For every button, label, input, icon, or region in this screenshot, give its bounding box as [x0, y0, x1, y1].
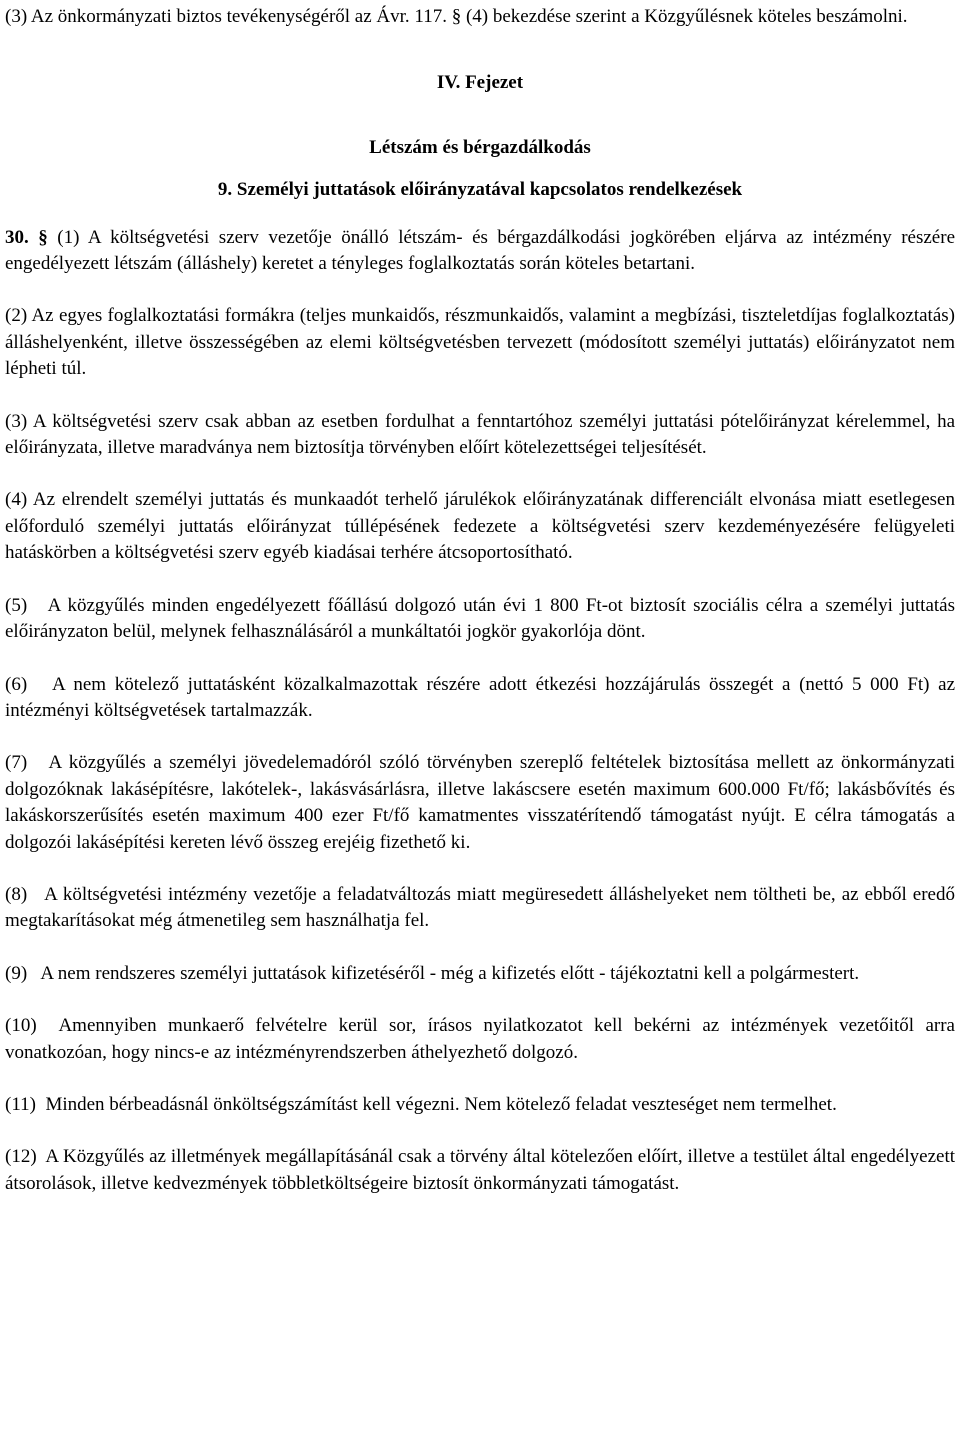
article-paragraph-12: (12) A Közgyűlés az illetmények megállapításánál csak a törvény által kötelezően előírt, illetve a testület által engedélyezett átsorolások, illetve kedvezmények többletköltségeire biztosít önkormányzati támogatást.: [5, 1146, 960, 1194]
article-paragraph-2: (2) Az egyes foglalkoztatási formákra (teljes munkaidős, részmunkaidős, valamint a megbízási, tiszteletdíjas foglalkoztatás) álláshelyenként, illetve összességében az elemi költségvetésben tervezett (módosított személyi juttatás) előirányzatot nem lépheti túl.: [5, 305, 955, 380]
article-paragraph-1: [5, 225, 955, 278]
article-paragraph-8: (8) A költségvetési intézmény vezetője a feladatváltozás miatt megüresedett álláshelyeket nem töltheti be, az ebből eredő megtakarításokat még átmenetileg sem használhatja fel.: [5, 883, 960, 932]
article-number: 30. §: [5, 226, 48, 248]
article-paragraph-5: (5) A közgyűlés minden engedélyezett főállású dolgozó után évi 1 800 Ft-ot biztosít szociális célra a személyi juttatás előirányzaton belül, melynek felhasználásáról a munkáltatói jogkör gyakorlója dönt.: [5, 594, 960, 643]
article-paragraph-3: (3) A költségvetési szerv csak abban az esetben fordulhat a fenntartóhoz személyi juttatási pótelőirányzat kérelemmel, ha előirányzata, illetve maradványa nem biztosítja törvényben előírt kötelezettségei teljesítését.: [5, 410, 955, 459]
article-paragraph-11: (11) Minden bérbeadásnál önköltségszámítást kell végezni. Nem kötelező feladat veszteséget nem termelhet.: [5, 1093, 837, 1115]
article-paragraph-10: (10) Amennyiben munkaerő felvételre kerül sor, írásos nyilatkozatot kell bekérni az intézmények vezetőitől arra vonatkozóan, hogy nincs-e az intézményrendszerben áthelyezhető dolgozó.: [5, 1015, 960, 1063]
paragraph-text: (1) A költségvetési szerv vezetője önálló létszám- és bérgazdálkodási jogkörében eljárva az intézmény részére engedélyezett létszám (álláshely) keretet a tényleges foglalkoztatás során köteles betartani.: [5, 226, 956, 275]
article-paragraph-4: (4) Az elrendelt személyi juttatás és munkaadót terhelő járulékok előirányzatának differenciált elvonása miatt esetlegesen előforduló személyi juttatás előirányzat túllépésének fedezete a költségvetési szerv kezdeményezésére felügyeleti hatáskörben a költségvetési szerv egyéb kiadásai terhére átcsoportosítható.: [5, 489, 955, 564]
article-paragraph-7: (7) A közgyűlés a személyi jövedelemadóról szóló törvényben szereplő feltételek biztosítása mellett az önkormányzati dolgozóknak lakásépítésre, lakótelek-, lakásvásárlásra, illetve lakáscsere esetén maximum 600.000 Ft/fő; lakásbővítés és lakáskorszerűsítés esetén maximum 400 ezer Ft/fő kamatmentes visszatérítendő támogatást nyújt. E célra támogatás a dolgozói lakásépítési kereten lévő összeg erejéig fizethető ki.: [5, 752, 960, 853]
intro-paragraph: (3) Az önkormányzati biztos tevékenységéről az Ávr. 117. § (4) bekezdése szerint a Közgyűlésnek köteles beszámolni.: [5, 6, 908, 27]
article-paragraph-6: (6) A nem kötelező juttatásként közalkalmazottak részére adott étkezési hozzájárulás összegét a (nettó 5 000 Ft) az intézményi költségvetések tartalmazzák.: [5, 673, 960, 721]
section-title: 9. Személyi juttatások előirányzatával kapcsolatos rendelkezések: [217, 179, 743, 201]
article-paragraph-9: (9) A nem rendszeres személyi juttatások kifizetéséről - még a kifizetés előtt - tájékoztatni kell a polgármestert.: [5, 962, 860, 984]
document-page: [5, 0, 960, 1197]
chapter-heading: IV. Fejezet: [436, 72, 524, 94]
chapter-title: Létszám és bérgazdálkodás: [369, 136, 591, 158]
